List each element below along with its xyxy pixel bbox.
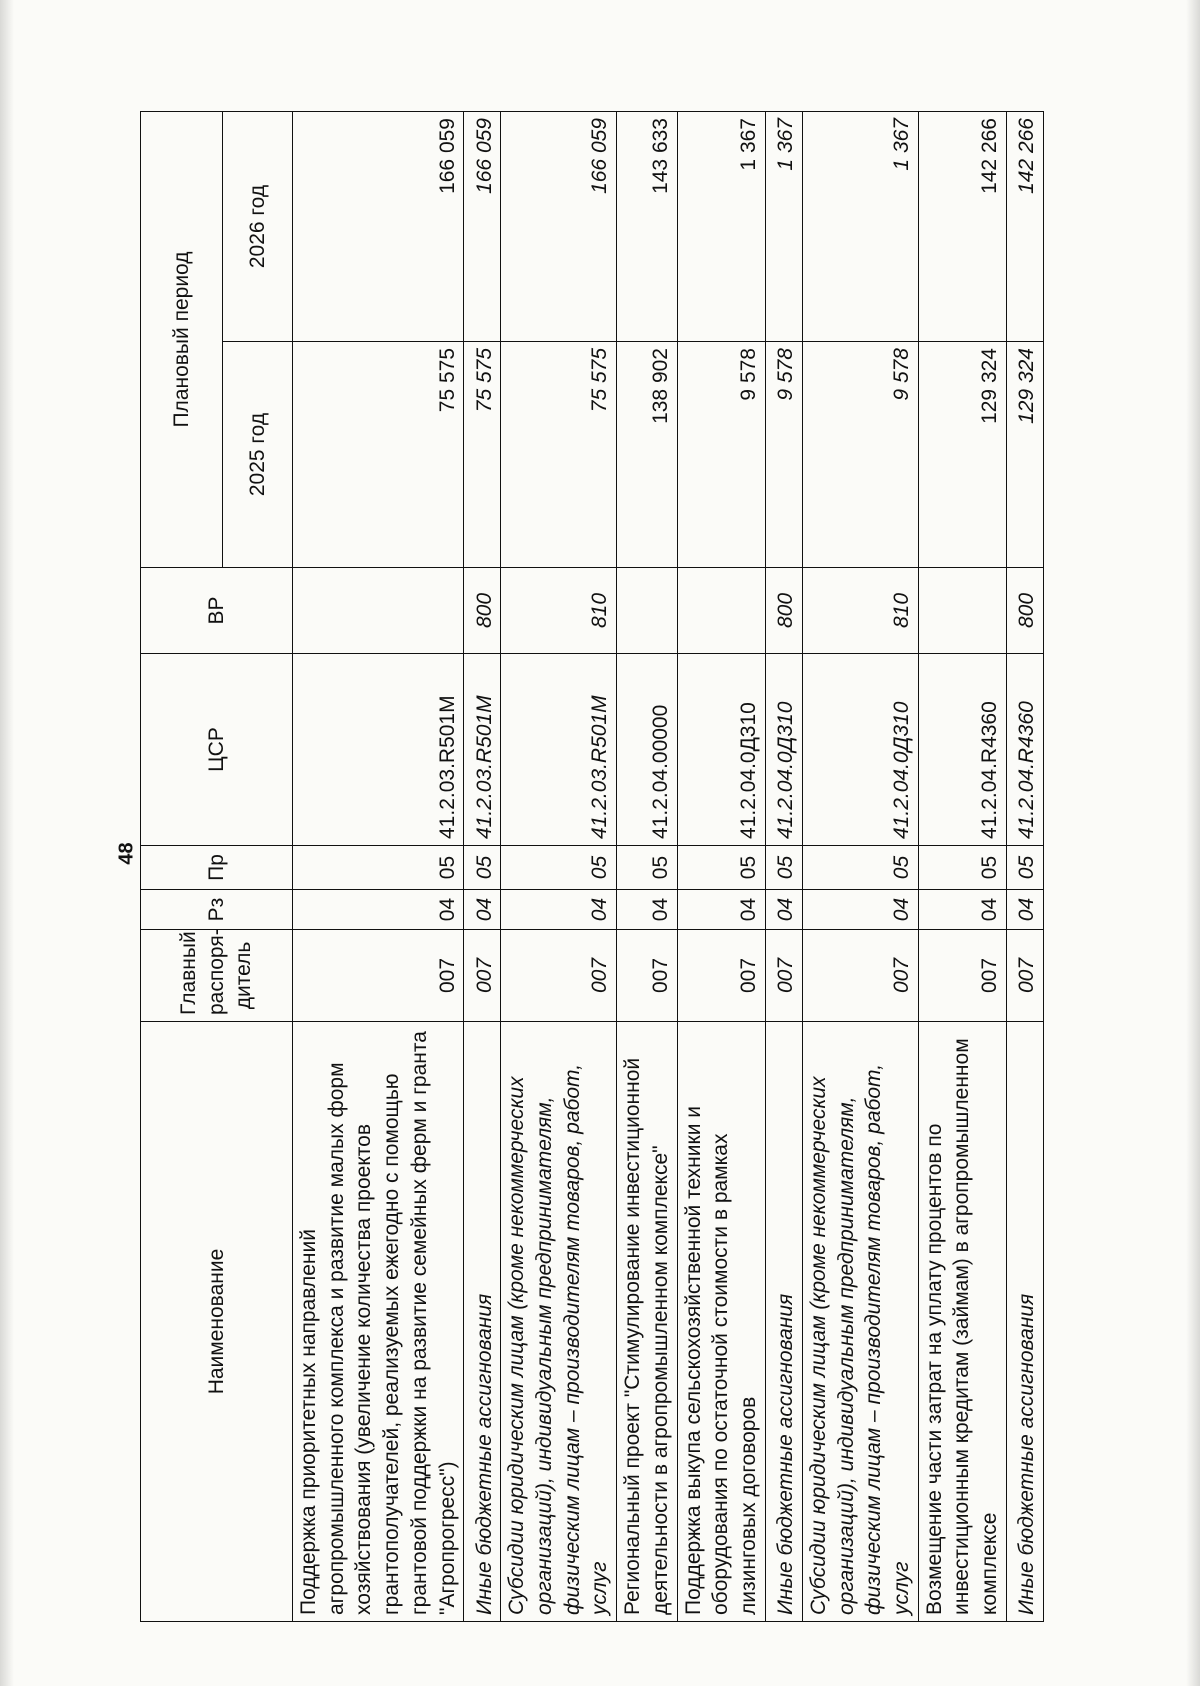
cell-expense-type: 800 xyxy=(1006,568,1043,654)
budget-table xyxy=(140,111,1044,1622)
cell-main-manager: 007 xyxy=(1006,930,1043,1022)
cell-expense-type: 810 xyxy=(802,568,918,654)
cell-name: Поддержка приоритетных направлений агропромышленного комплекса и развитие малых форм хозяйствования (увеличение количества проектов грантополучателей, реализуемых ежегодно с помощью грантовой поддержки на развитие семейных ферм и гранта "Агропрогресс") xyxy=(293,1022,464,1622)
cell-subsection: 05 xyxy=(501,846,617,890)
cell-expense-type xyxy=(617,568,677,654)
cell-target-article: 41.2.03.R501M xyxy=(501,654,617,846)
cell-name: Иные бюджетные ассигнования xyxy=(1006,1022,1043,1622)
cell-subsection: 05 xyxy=(464,846,501,890)
header-expense-type: ВР xyxy=(141,568,293,654)
cell-year-2025: 9 578 xyxy=(765,342,802,568)
cell-main-manager: 007 xyxy=(765,930,802,1022)
cell-name: Возмещение части затрат на уплату процентов по инвестиционным кредитам (займам) в агропромышленном комплексе xyxy=(918,1022,1006,1622)
scan-edge-right xyxy=(1186,0,1200,1686)
cell-expense-type: 800 xyxy=(765,568,802,654)
header-target-article: ЦСР xyxy=(141,654,293,846)
cell-expense-type: 810 xyxy=(501,568,617,654)
table-row xyxy=(802,112,918,1622)
cell-main-manager: 007 xyxy=(677,930,765,1022)
cell-target-article: 41.2.04.R4360 xyxy=(918,654,1006,846)
header-section: Рз xyxy=(141,890,293,930)
cell-section: 04 xyxy=(918,890,1006,930)
cell-expense-type xyxy=(293,568,464,654)
cell-year-2026: 166 059 xyxy=(293,112,464,342)
cell-subsection: 05 xyxy=(1006,846,1043,890)
header-year-2025: 2025 год xyxy=(223,342,293,568)
cell-target-article: 41.2.03.R501M xyxy=(293,654,464,846)
cell-year-2026: 166 059 xyxy=(501,112,617,342)
table-row xyxy=(918,112,1006,1622)
table-row xyxy=(464,112,501,1622)
cell-section: 04 xyxy=(617,890,677,930)
table-row xyxy=(617,112,677,1622)
table-body xyxy=(293,112,1044,1622)
cell-year-2026: 1 367 xyxy=(765,112,802,342)
cell-main-manager: 007 xyxy=(802,930,918,1022)
cell-main-manager: 007 xyxy=(464,930,501,1022)
header-year-2026: 2026 год xyxy=(223,112,293,342)
cell-section: 04 xyxy=(501,890,617,930)
cell-name: Региональный проект "Стимулирование инвестиционной деятельности в агропромышленном комплексе" xyxy=(617,1022,677,1622)
cell-year-2025: 129 324 xyxy=(918,342,1006,568)
table-row xyxy=(765,112,802,1622)
cell-section: 04 xyxy=(802,890,918,930)
cell-target-article: 41.2.04.0Д310 xyxy=(765,654,802,846)
cell-subsection: 05 xyxy=(802,846,918,890)
cell-target-article: 41.2.03.R501M xyxy=(464,654,501,846)
cell-year-2026: 142 266 xyxy=(1006,112,1043,342)
cell-subsection: 05 xyxy=(765,846,802,890)
cell-expense-type xyxy=(677,568,765,654)
cell-year-2025: 75 575 xyxy=(293,342,464,568)
cell-year-2025: 9 578 xyxy=(677,342,765,568)
header-main-manager: Главный распоря-дитель xyxy=(141,930,293,1022)
scan-edge-left xyxy=(0,0,14,1686)
cell-name: Иные бюджетные ассигнования xyxy=(765,1022,802,1622)
cell-target-article: 41.2.04.0Д310 xyxy=(802,654,918,846)
cell-main-manager: 007 xyxy=(501,930,617,1022)
header-row-top xyxy=(141,112,223,1622)
cell-year-2025: 138 902 xyxy=(617,342,677,568)
cell-target-article: 41.2.04.0Д310 xyxy=(677,654,765,846)
cell-main-manager: 007 xyxy=(293,930,464,1022)
cell-section: 04 xyxy=(464,890,501,930)
cell-year-2025: 9 578 xyxy=(802,342,918,568)
cell-name: Поддержка выкупа сельскохозяйственной техники и оборудования по остаточной стоимости в рамках лизинговых договоров xyxy=(677,1022,765,1622)
cell-section: 04 xyxy=(293,890,464,930)
cell-year-2026: 143 633 xyxy=(617,112,677,342)
header-subsection: Пр xyxy=(141,846,293,890)
cell-target-article: 41.2.04.R4360 xyxy=(1006,654,1043,846)
cell-section: 04 xyxy=(677,890,765,930)
cell-year-2026: 1 367 xyxy=(677,112,765,342)
table-row xyxy=(501,112,617,1622)
table-row xyxy=(293,112,464,1622)
cell-year-2025: 75 575 xyxy=(464,342,501,568)
cell-name: Субсидии юридическим лицам (кроме некоммерческих организаций), индивидуальным предпринимателям, физическим лицам – производителям товаров, работ, услуг xyxy=(501,1022,617,1622)
cell-main-manager: 007 xyxy=(617,930,677,1022)
cell-year-2025: 129 324 xyxy=(1006,342,1043,568)
header-name: Наименование xyxy=(141,1022,293,1622)
header-planning-period: Плановый период xyxy=(141,112,223,568)
cell-subsection: 05 xyxy=(617,846,677,890)
cell-year-2026: 1 367 xyxy=(802,112,918,342)
table-row xyxy=(677,112,765,1622)
cell-expense-type: 800 xyxy=(464,568,501,654)
table-row xyxy=(1006,112,1043,1622)
cell-year-2026: 142 266 xyxy=(918,112,1006,342)
cell-subsection: 05 xyxy=(677,846,765,890)
cell-main-manager: 007 xyxy=(918,930,1006,1022)
cell-section: 04 xyxy=(765,890,802,930)
cell-subsection: 05 xyxy=(918,846,1006,890)
page-number: 48 xyxy=(115,842,138,865)
cell-expense-type xyxy=(918,568,1006,654)
cell-subsection: 05 xyxy=(293,846,464,890)
cell-year-2026: 166 059 xyxy=(464,112,501,342)
cell-target-article: 41.2.04.00000 xyxy=(617,654,677,846)
cell-name: Субсидии юридическим лицам (кроме некоммерческих организаций), индивидуальным предпринимателям, физическим лицам – производителям товаров, работ, услуг xyxy=(802,1022,918,1622)
cell-section: 04 xyxy=(1006,890,1043,930)
rotated-table-container xyxy=(140,112,1038,1622)
cell-name: Иные бюджетные ассигнования xyxy=(464,1022,501,1622)
cell-year-2025: 75 575 xyxy=(501,342,617,568)
